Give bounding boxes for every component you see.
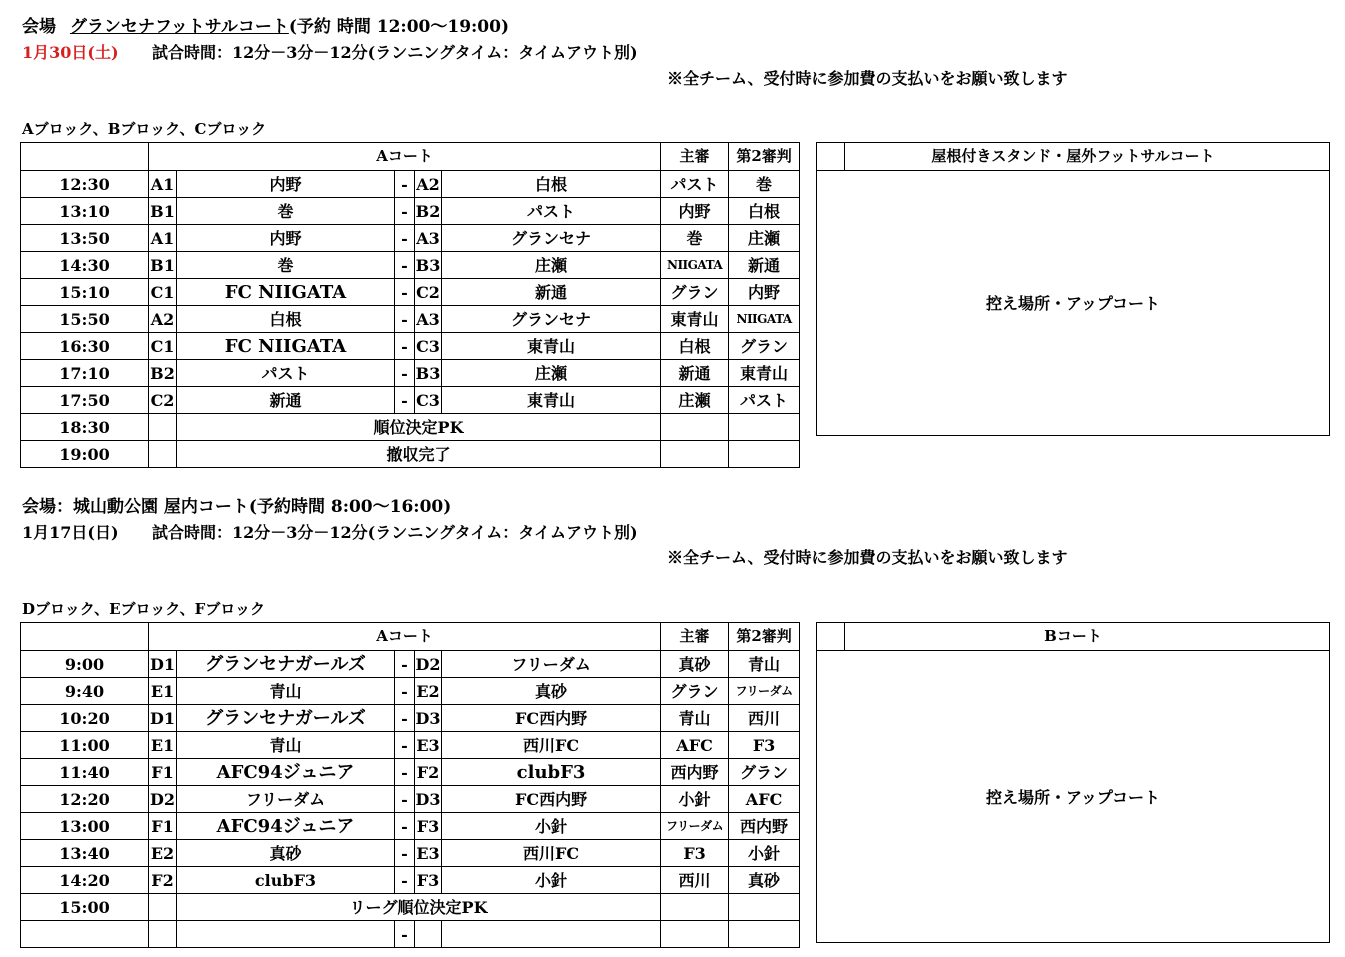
versus-separator: -	[395, 252, 415, 279]
block-title-1: Aブロック、Bブロック、Cブロック	[22, 120, 267, 138]
away-team: 西川FC	[442, 840, 661, 867]
home-team: 白根	[177, 306, 395, 333]
match-row	[21, 867, 800, 894]
away-team-code: A3	[415, 225, 442, 252]
home-team-code: C1	[149, 333, 177, 360]
side-court-title-2	[817, 623, 1329, 651]
match-time: 15:50	[21, 306, 149, 333]
referee: 東青山	[661, 306, 729, 333]
extra-time: 18:30	[21, 414, 149, 441]
match-time: 12:30	[21, 171, 149, 198]
second-referee: NIIGATA	[729, 306, 800, 333]
second-referee: AFC	[729, 786, 800, 813]
match-row	[21, 333, 800, 360]
versus-separator: -	[395, 786, 415, 813]
blank-cell	[177, 921, 395, 948]
second-referee: 西内野	[729, 813, 800, 840]
away-team-code: D3	[415, 705, 442, 732]
home-team: 新通	[177, 387, 395, 414]
second-referee: 真砂	[729, 867, 800, 894]
referee: 庄瀬	[661, 387, 729, 414]
away-team-code: D3	[415, 786, 442, 813]
referee: パスト	[661, 171, 729, 198]
second-referee: 巻	[729, 171, 800, 198]
header-blank	[21, 623, 149, 651]
versus-separator: -	[395, 705, 415, 732]
home-team-code: A1	[149, 171, 177, 198]
away-team: 庄瀬	[442, 360, 661, 387]
versus-separator: -	[395, 732, 415, 759]
match-time: 14:30	[21, 252, 149, 279]
home-team-code: E2	[149, 840, 177, 867]
table-header-row	[21, 623, 800, 651]
second-referee: 小針	[729, 840, 800, 867]
match-row	[21, 279, 800, 306]
referee: 小針	[661, 786, 729, 813]
away-team-code: A2	[415, 171, 442, 198]
second-referee: F3	[729, 732, 800, 759]
away-team: FC西内野	[442, 786, 661, 813]
match-row	[21, 306, 800, 333]
versus-separator: -	[395, 651, 415, 678]
match-row	[21, 360, 800, 387]
referee: 巻	[661, 225, 729, 252]
referee: 内野	[661, 198, 729, 225]
away-team: FC西内野	[442, 705, 661, 732]
home-team-code: F1	[149, 759, 177, 786]
second-referee: 白根	[729, 198, 800, 225]
match-row	[21, 705, 800, 732]
match-time: 13:10	[21, 198, 149, 225]
home-team: 青山	[177, 732, 395, 759]
versus-separator: -	[395, 921, 415, 948]
schedule-table-1	[20, 142, 800, 468]
home-team: AFC94ジュニア	[177, 813, 395, 840]
away-team: 新通	[442, 279, 661, 306]
blank-cell	[729, 921, 800, 948]
away-team-code: E2	[415, 678, 442, 705]
away-team-code: C3	[415, 387, 442, 414]
table-header-row	[21, 143, 800, 171]
second-referee-header: 第2審判	[729, 623, 800, 651]
blank-cell	[661, 441, 729, 468]
second-referee: 庄瀬	[729, 225, 800, 252]
versus-separator: -	[395, 387, 415, 414]
away-team: グランセナ	[442, 306, 661, 333]
away-team-code: F2	[415, 759, 442, 786]
warmup-area-label-2: 控え場所・アップコート	[985, 788, 1161, 807]
home-team-code: D1	[149, 651, 177, 678]
versus-separator: -	[395, 813, 415, 840]
home-team-code: B2	[149, 360, 177, 387]
referee: グラン	[661, 279, 729, 306]
side-header-divider	[844, 143, 845, 170]
home-team-code: E1	[149, 678, 177, 705]
home-team-code: E1	[149, 732, 177, 759]
blank-cell	[149, 414, 177, 441]
referee: フリーダム	[661, 813, 729, 840]
blank-cell	[729, 414, 800, 441]
referee: F3	[661, 840, 729, 867]
match-time: 13:40	[21, 840, 149, 867]
match-row	[21, 651, 800, 678]
away-team-code: B3	[415, 252, 442, 279]
extra-event: 順位決定PK	[177, 414, 661, 441]
away-team: 小針	[442, 813, 661, 840]
schedule-table-2	[20, 622, 800, 948]
match-time-1: 試合時間：12分－3分－12分(ランニングタイム：タイムアウト別)	[152, 43, 638, 62]
home-team: 青山	[177, 678, 395, 705]
away-team: 庄瀬	[442, 252, 661, 279]
versus-separator: -	[395, 225, 415, 252]
referee: AFC	[661, 732, 729, 759]
referee: 新通	[661, 360, 729, 387]
blank-cell	[149, 921, 177, 948]
referee: 白根	[661, 333, 729, 360]
venue-name: グランセナフットサルコート	[69, 17, 289, 37]
home-team-code: F1	[149, 813, 177, 840]
second-referee: 東青山	[729, 360, 800, 387]
blank-cell	[729, 441, 800, 468]
away-team: 真砂	[442, 678, 661, 705]
second-referee-header: 第2審判	[729, 143, 800, 171]
blank-cell	[661, 921, 729, 948]
second-referee: 西川	[729, 705, 800, 732]
away-team-code: B2	[415, 198, 442, 225]
home-team-code: A2	[149, 306, 177, 333]
match-time-2: 試合時間：12分－3分－12分(ランニングタイム：タイムアウト別)	[152, 523, 638, 542]
home-team-code: D2	[149, 786, 177, 813]
versus-separator: -	[395, 678, 415, 705]
side-court-title-1	[817, 143, 1329, 171]
second-referee: グラン	[729, 333, 800, 360]
home-team: パスト	[177, 360, 395, 387]
blank-cell	[415, 921, 442, 948]
away-team-code: E3	[415, 732, 442, 759]
match-row	[21, 840, 800, 867]
match-row	[21, 678, 800, 705]
match-time: 10:20	[21, 705, 149, 732]
match-time: 17:10	[21, 360, 149, 387]
extra-time: 19:00	[21, 441, 149, 468]
home-team: 巻	[177, 252, 395, 279]
away-team-code: D2	[415, 651, 442, 678]
referee: NIIGATA	[661, 252, 729, 279]
side-court-title-text-2: Bコート	[1044, 627, 1102, 645]
blank-cell	[661, 894, 729, 921]
second-referee: 新通	[729, 252, 800, 279]
away-team-code: B3	[415, 360, 442, 387]
referee: 西川	[661, 867, 729, 894]
match-time: 13:50	[21, 225, 149, 252]
home-team: グランセナガールズ	[177, 705, 395, 732]
away-team-code: C2	[415, 279, 442, 306]
extra-event: 撤収完了	[177, 441, 661, 468]
away-team: 東青山	[442, 387, 661, 414]
second-referee: パスト	[729, 387, 800, 414]
home-team: 内野	[177, 171, 395, 198]
away-team: フリーダム	[442, 651, 661, 678]
blank-cell	[442, 921, 661, 948]
home-team-code: A1	[149, 225, 177, 252]
match-row	[21, 252, 800, 279]
match-row	[21, 732, 800, 759]
away-team: パスト	[442, 198, 661, 225]
versus-separator: -	[395, 840, 415, 867]
header-blank	[21, 143, 149, 171]
second-referee: グラン	[729, 759, 800, 786]
schedule-extra-row	[21, 414, 800, 441]
venue-heading-1	[22, 12, 509, 37]
home-team-code: D1	[149, 705, 177, 732]
match-row	[21, 786, 800, 813]
home-team: FC NIIGATA	[177, 333, 395, 360]
home-team: 真砂	[177, 840, 395, 867]
court-name-header: Aコート	[149, 143, 661, 171]
match-time: 16:30	[21, 333, 149, 360]
away-team: 小針	[442, 867, 661, 894]
venue-label: 会場	[22, 17, 56, 37]
match-time: 12:20	[21, 786, 149, 813]
referee-header: 主審	[661, 143, 729, 171]
versus-separator: -	[395, 198, 415, 225]
referee: 青山	[661, 705, 729, 732]
away-team-code: F3	[415, 867, 442, 894]
match-row	[21, 198, 800, 225]
match-row	[21, 387, 800, 414]
extra-time: 15:00	[21, 894, 149, 921]
side-court-title-text-1: 屋根付きスタンド・屋外フットサルコート	[931, 147, 1215, 165]
match-time: 9:00	[21, 651, 149, 678]
home-team: 巻	[177, 198, 395, 225]
versus-separator: -	[395, 867, 415, 894]
home-team: フリーダム	[177, 786, 395, 813]
second-referee: 青山	[729, 651, 800, 678]
payment-note-2: ※全チーム、受付時に参加費の支払いをお願い致します	[667, 548, 1068, 567]
away-team: グランセナ	[442, 225, 661, 252]
home-team: clubF3	[177, 867, 395, 894]
blank-cell	[21, 921, 149, 948]
blank-cell	[729, 894, 800, 921]
extra-event: リーグ順位決定PK	[177, 894, 661, 921]
versus-separator: -	[395, 360, 415, 387]
side-court-box-2	[816, 622, 1330, 943]
home-team: グランセナガールズ	[177, 651, 395, 678]
referee: 西内野	[661, 759, 729, 786]
event-date-2: 1月17日(日)	[22, 523, 119, 542]
match-time: 17:50	[21, 387, 149, 414]
versus-separator: -	[395, 171, 415, 198]
side-header-divider	[844, 623, 845, 650]
blank-cell	[149, 441, 177, 468]
event-date-1: 1月30日(土)	[22, 43, 119, 62]
blank-cell	[149, 894, 177, 921]
home-team-code: F2	[149, 867, 177, 894]
home-team-code: B1	[149, 198, 177, 225]
empty-row	[21, 921, 800, 948]
match-row	[21, 225, 800, 252]
home-team: AFC94ジュニア	[177, 759, 395, 786]
match-row	[21, 813, 800, 840]
schedule-extra-row	[21, 441, 800, 468]
away-team: 白根	[442, 171, 661, 198]
second-referee: フリーダム	[729, 678, 800, 705]
venue-heading-2: 会場：城山動公園 屋内コート(予約時間 8:00～16:00)	[22, 497, 452, 517]
second-referee: 内野	[729, 279, 800, 306]
versus-separator: -	[395, 759, 415, 786]
schedule-extra-row	[21, 894, 800, 921]
away-team-code: F3	[415, 813, 442, 840]
court-name-header: Aコート	[149, 623, 661, 651]
away-team: clubF3	[442, 759, 661, 786]
venue-time: (予約 時間 12:00～19:00)	[288, 17, 509, 37]
match-time: 15:10	[21, 279, 149, 306]
referee: 真砂	[661, 651, 729, 678]
side-court-box-1	[816, 142, 1330, 436]
match-time: 9:40	[21, 678, 149, 705]
home-team: 内野	[177, 225, 395, 252]
versus-separator: -	[395, 279, 415, 306]
referee: グラン	[661, 678, 729, 705]
block-title-2: Dブロック、Eブロック、Fブロック	[22, 600, 265, 618]
home-team-code: C2	[149, 387, 177, 414]
versus-separator: -	[395, 333, 415, 360]
home-team-code: B1	[149, 252, 177, 279]
away-team-code: A3	[415, 306, 442, 333]
match-time: 13:00	[21, 813, 149, 840]
match-time: 14:20	[21, 867, 149, 894]
home-team-code: C1	[149, 279, 177, 306]
payment-note-1: ※全チーム、受付時に参加費の支払いをお願い致します	[667, 69, 1068, 88]
away-team: 西川FC	[442, 732, 661, 759]
match-time: 11:00	[21, 732, 149, 759]
away-team: 東青山	[442, 333, 661, 360]
warmup-area-label-1: 控え場所・アップコート	[985, 294, 1161, 313]
match-row	[21, 171, 800, 198]
away-team-code: E3	[415, 840, 442, 867]
home-team: FC NIIGATA	[177, 279, 395, 306]
versus-separator: -	[395, 306, 415, 333]
match-row	[21, 759, 800, 786]
blank-cell	[661, 414, 729, 441]
match-time: 11:40	[21, 759, 149, 786]
referee-header: 主審	[661, 623, 729, 651]
away-team-code: C3	[415, 333, 442, 360]
